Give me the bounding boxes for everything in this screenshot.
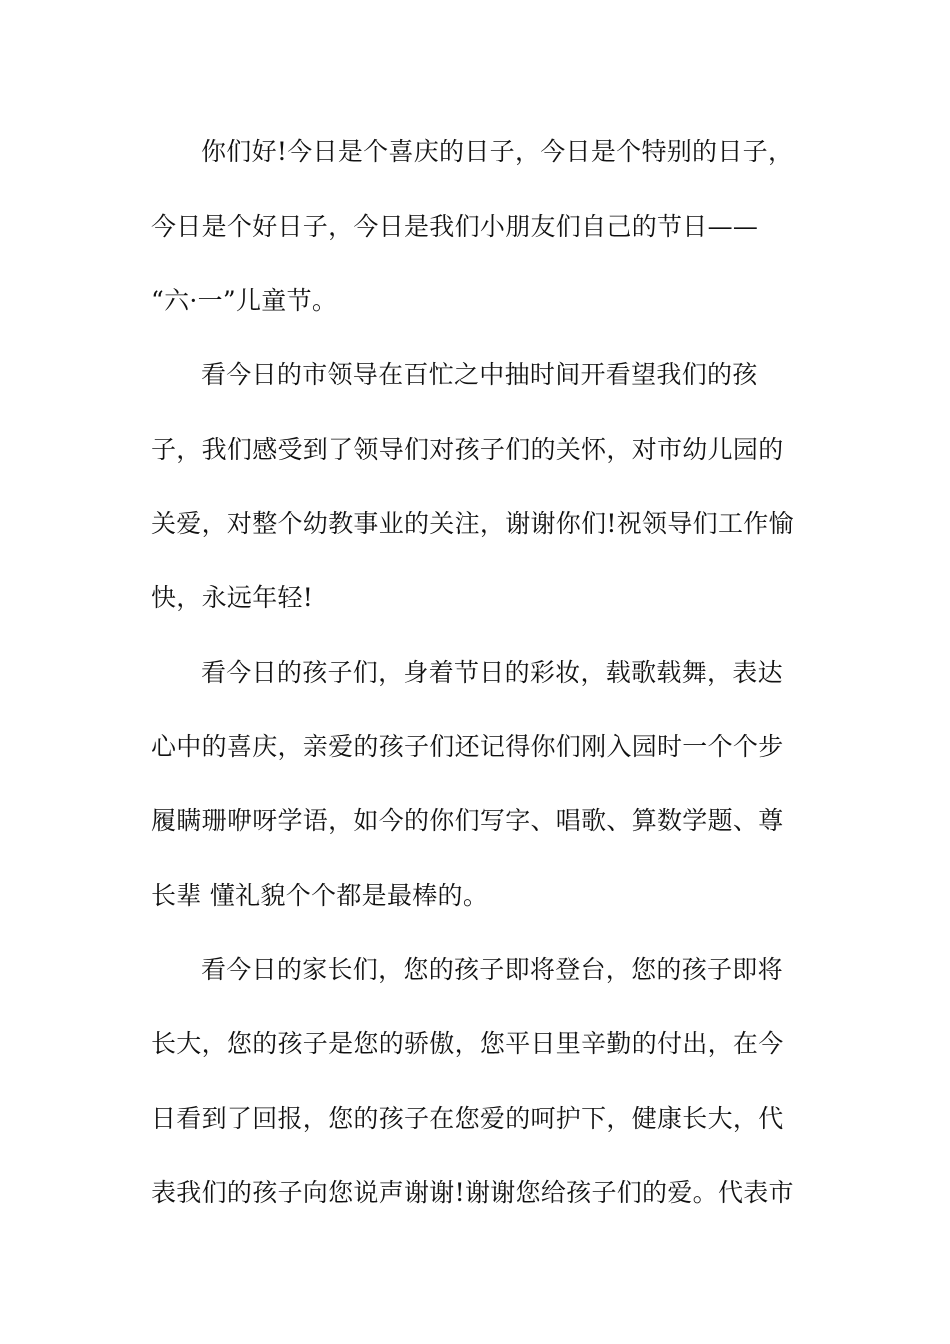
paragraph-4-line-3: 日看到了回报，您的孩子在您爱的呵护下，健康长大，代 xyxy=(151,1104,784,1133)
paragraph-1-line-1: 你们好!今日是个喜庆的日子，今日是个特别的日子， xyxy=(201,137,794,166)
paragraph-1-line-3: “六·一”儿童节。 xyxy=(151,286,338,315)
paragraph-3-line-2: 心中的喜庆，亲爱的孩子们还记得你们刚入园时一个个步 xyxy=(151,732,784,761)
paragraph-4-line-2: 长大，您的孩子是您的骄傲，您平日里辛勤的付出，在今 xyxy=(151,1029,784,1058)
paragraph-3-line-3: 履瞒珊咿呀学语，如今的你们写字、唱歌、算数学题、尊 xyxy=(151,806,784,835)
paragraph-3-line-4: 长辈 懂礼貌个个都是最棒的。 xyxy=(151,881,489,910)
paragraph-4-line-1: 看今日的家长们，您的孩子即将登台，您的孩子即将 xyxy=(201,955,783,984)
paragraph-1-line-2: 今日是个好日子，今日是我们小朋友们自己的节日—— xyxy=(151,212,759,241)
paragraph-2-line-1: 看今日的市领导在百忙之中抽时间开看望我们的孩 xyxy=(201,360,758,389)
paragraph-2-line-4: 快，永远年轻! xyxy=(151,583,314,612)
paragraph-2-line-3: 关爱，对整个幼教事业的关注，谢谢你们!祝领导们工作愉 xyxy=(151,509,794,538)
paragraph-4-line-4: 表我们的孩子向您说声谢谢!谢谢您给孩子们的爱。代表市 xyxy=(151,1178,794,1207)
paragraph-3-line-1: 看今日的孩子们，身着节日的彩妆，载歌载舞，表达 xyxy=(201,658,783,687)
paragraph-2-line-2: 子，我们感受到了领导们对孩子们的关怀，对市幼儿园的 xyxy=(151,435,784,464)
